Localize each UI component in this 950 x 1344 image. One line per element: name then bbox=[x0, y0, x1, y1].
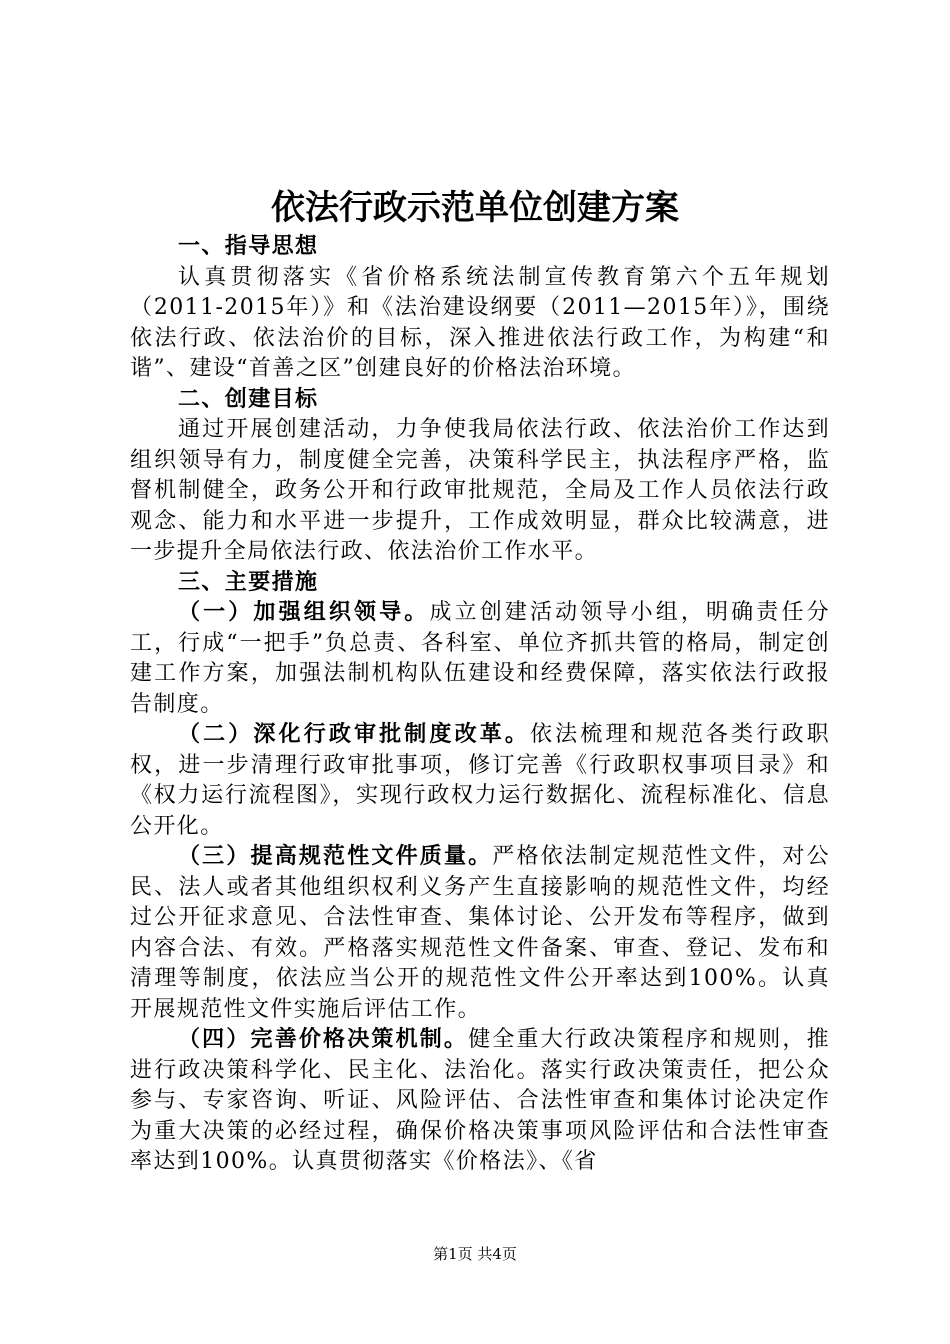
measure-paragraph-4 bbox=[130, 1025, 830, 1178]
measure-title-4: （四）完善价格决策机制。 bbox=[178, 1027, 469, 1052]
section-paragraph-guiding-ideology: 认真贯彻落实《省价格系统法制宣传教育第六个五年规划（2011-2015年）》和《法治建设纲要（2011—2015年）》，围绕依法行政、依法治价的目标，深入推进依法行政工作，为构建“和谐”、建设“首善之区”创建良好的价格法治环境。 bbox=[130, 264, 830, 381]
document-title: 依法行政示范单位创建方案 bbox=[271, 188, 679, 228]
document-body bbox=[130, 232, 830, 1178]
measure-title-2: （二）深化行政审批制度改革。 bbox=[178, 722, 531, 747]
section-paragraph-goals: 通过开展创建活动，力争使我局依法行政、依法治价工作达到组织领导有力，制度健全完善，决策科学民主，执法程序严格，监督机制健全，政务公开和行政审批规范，全局及工作人员依法行政观念、能力和水平进一步提升，工作成效明显，群众比较满意，进一步提升全局依法行政、依法治价工作水平。 bbox=[130, 417, 830, 564]
measure-text-3: 严格依法制定规范性文件，对公民、法人或者其他组织权利义务产生直接影响的规范性文件，均经过公开征求意见、合法性审查、集体讨论、公开发布等程序，做到内容合法、有效。严格落实规范性文件备案、审查、登记、发布和清理等制度，依法应当公开的规范性文件公开率达到100%。认真开展规范性文件实施后评估工作。 bbox=[130, 844, 830, 1022]
measure-title-1: （一）加强组织领导。 bbox=[178, 600, 430, 625]
section-heading-guiding-ideology: 一、指导思想 bbox=[178, 234, 319, 259]
page-footer: 第1页 共4页 bbox=[433, 1245, 517, 1263]
measure-paragraph-3 bbox=[130, 842, 830, 1025]
section-heading-goals: 二、创建目标 bbox=[178, 386, 319, 412]
measure-paragraph-1 bbox=[130, 598, 830, 720]
measure-title-3: （三）提高规范性文件质量。 bbox=[178, 844, 493, 869]
measure-text-2: 依法梳理和规范各类行政职权，进一步清理行政审批事项，修订完善《行政职权事项目录》和《权力运行流程图》，实现行政权力运行数据化、流程标准化、信息公开化。 bbox=[130, 722, 830, 839]
measure-text-1: 成立创建活动领导小组，明确责任分工，行成“一把手”负总责、各科室、单位齐抓共管的格局，制定创建工作方案，加强法制机构队伍建设和经费保障，落实依法行政报告制度。 bbox=[130, 600, 830, 717]
measure-text-4: 健全重大行政决策程序和规则，推进行政决策科学化、民主化、法治化。落实行政决策责任，把公众参与、专家咨询、听证、风险评估、合法性审查和集体讨论决定作为重大决策的必经过程，确保价格决策事项风险评估和合法性审查率达到100%。认真贯彻落实《价格法》、《省 bbox=[130, 1027, 830, 1174]
measure-paragraph-2 bbox=[130, 720, 830, 842]
section-heading-measures: 三、主要措施 bbox=[178, 569, 319, 595]
